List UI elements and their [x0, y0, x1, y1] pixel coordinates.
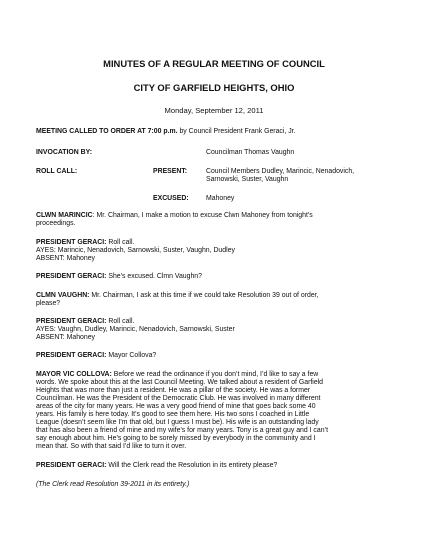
entry-mayor-line1: MAYOR VIC COLLOVA: Before we read the ordinance if you don’t mind, I’d like to say a few [36, 371, 319, 378]
speaker-label: PRESIDENT GERACI: [36, 318, 107, 325]
entry-mayor-line3: Heights that was more than just a resident. He was a pillar of the society. He was a former [36, 387, 311, 394]
speaker-label: CLMN VAUGHN: [36, 292, 90, 299]
vote-absent-2: ABSENT: Mahoney [36, 334, 95, 341]
clerk-note: (The Clerk read Resolution 39-2011 in its entirety.) [36, 481, 190, 488]
speaker-label: PRESIDENT GERACI: [36, 239, 107, 246]
present-label: PRESENT: [153, 168, 188, 175]
vote-absent-1: ABSENT: Mahoney [36, 255, 95, 262]
present-members-line2: Sarnowski, Suster, Vaughn [206, 176, 289, 183]
entry-mayor-line4: Councilman. He was the President of the Democratic Club. He was involved in many different [36, 395, 321, 402]
vote-ayes-2: AYES: Vaughn, Dudley, Marincic, Nenadovich, Sarnowski, Suster [36, 326, 235, 333]
speaker-label: PRESIDENT GERACI: [36, 352, 107, 359]
excused-value: Mahoney [206, 195, 235, 202]
call-to-order-text: by Council President Frank Geraci, Jr. [177, 128, 296, 135]
entry-mayor-line6: years. His family is here today. It’s good to see them here. His two sons I coached in Little [36, 411, 310, 418]
entry-mayor-line10: mean that. So with that said I’d like to turn it over. [36, 443, 187, 450]
entry-mayor-line2: words. We spoke about this at the last Council Meeting. We talked about a resident of Garfield [36, 379, 324, 386]
entry-marincic-line2: proceedings. [36, 220, 76, 227]
entry-geraci-rollcall-1: PRESIDENT GERACI: Roll call. [36, 239, 135, 246]
speaker-label: PRESIDENT GERACI: [36, 462, 107, 469]
meeting-date: Monday, September 12, 2011 [164, 106, 264, 115]
invocation-value: Councilman Thomas Vaughn [206, 149, 295, 156]
entry-mayor-line8: that has also been a friend of mine and my wife’s for many years. Tony is a great guy and I can’t [36, 427, 328, 434]
speaker-label: CLWN MARINCIC [36, 212, 93, 219]
call-to-order [36, 128, 295, 136]
entry-geraci-rollcall-2: PRESIDENT GERACI: Roll call. [36, 318, 135, 325]
entry-vaughn-line2: please? [36, 300, 61, 307]
call-to-order-label: MEETING CALLED TO ORDER AT 7:00 p.m. [36, 128, 178, 135]
speaker-label: PRESIDENT GERACI: [36, 273, 107, 280]
entry-geraci-clerk: PRESIDENT GERACI: Will the Clerk read the Resolution in its entirety please? [36, 462, 278, 469]
speaker-label: MAYOR VIC COLLOVA: [36, 371, 112, 378]
vote-ayes-1: AYES: Marincic, Nenadovich, Sarnowski, Suster, Vaughn, Dudley [36, 247, 235, 254]
present-members-line1: Council Members Dudley, Marincic, Nenadovich, [206, 168, 355, 175]
entry-mayor-line7: League (doesn’t seem like I’m that old, but I guess I must be). His wife is an outstanding lady [36, 419, 319, 426]
roll-call-label: ROLL CALL: [36, 168, 78, 175]
entry-vaughn-line1: CLMN VAUGHN: Mr. Chairman, I ask at this time if we could take Resolution 39 out of order, [36, 292, 319, 299]
city-heading: CITY OF GARFIELD HEIGHTS, OHIO [133, 82, 295, 93]
document-title: MINUTES OF A REGULAR MEETING OF COUNCIL [103, 58, 325, 69]
entry-marincic-line1: CLWN MARINCIC: Mr. Chairman, I make a motion to excuse Clwn Mahoney from tonight’s [36, 212, 313, 219]
entry-geraci-excused: PRESIDENT GERACI: She’s excused. Clmn Vaughn? [36, 273, 202, 280]
entry-mayor-line5: areas of the city for many years. He was a very good friend of mine that goes back some 40 [36, 403, 316, 410]
entry-geraci-mayor: PRESIDENT GERACI: Mayor Collova? [36, 352, 157, 359]
excused-label: EXCUSED: [153, 195, 189, 202]
entry-mayor-line9: say enough about him. He’s going to be sorely missed by everybody in the community and I [36, 435, 316, 442]
invocation-label: INVOCATION BY: [36, 149, 93, 156]
